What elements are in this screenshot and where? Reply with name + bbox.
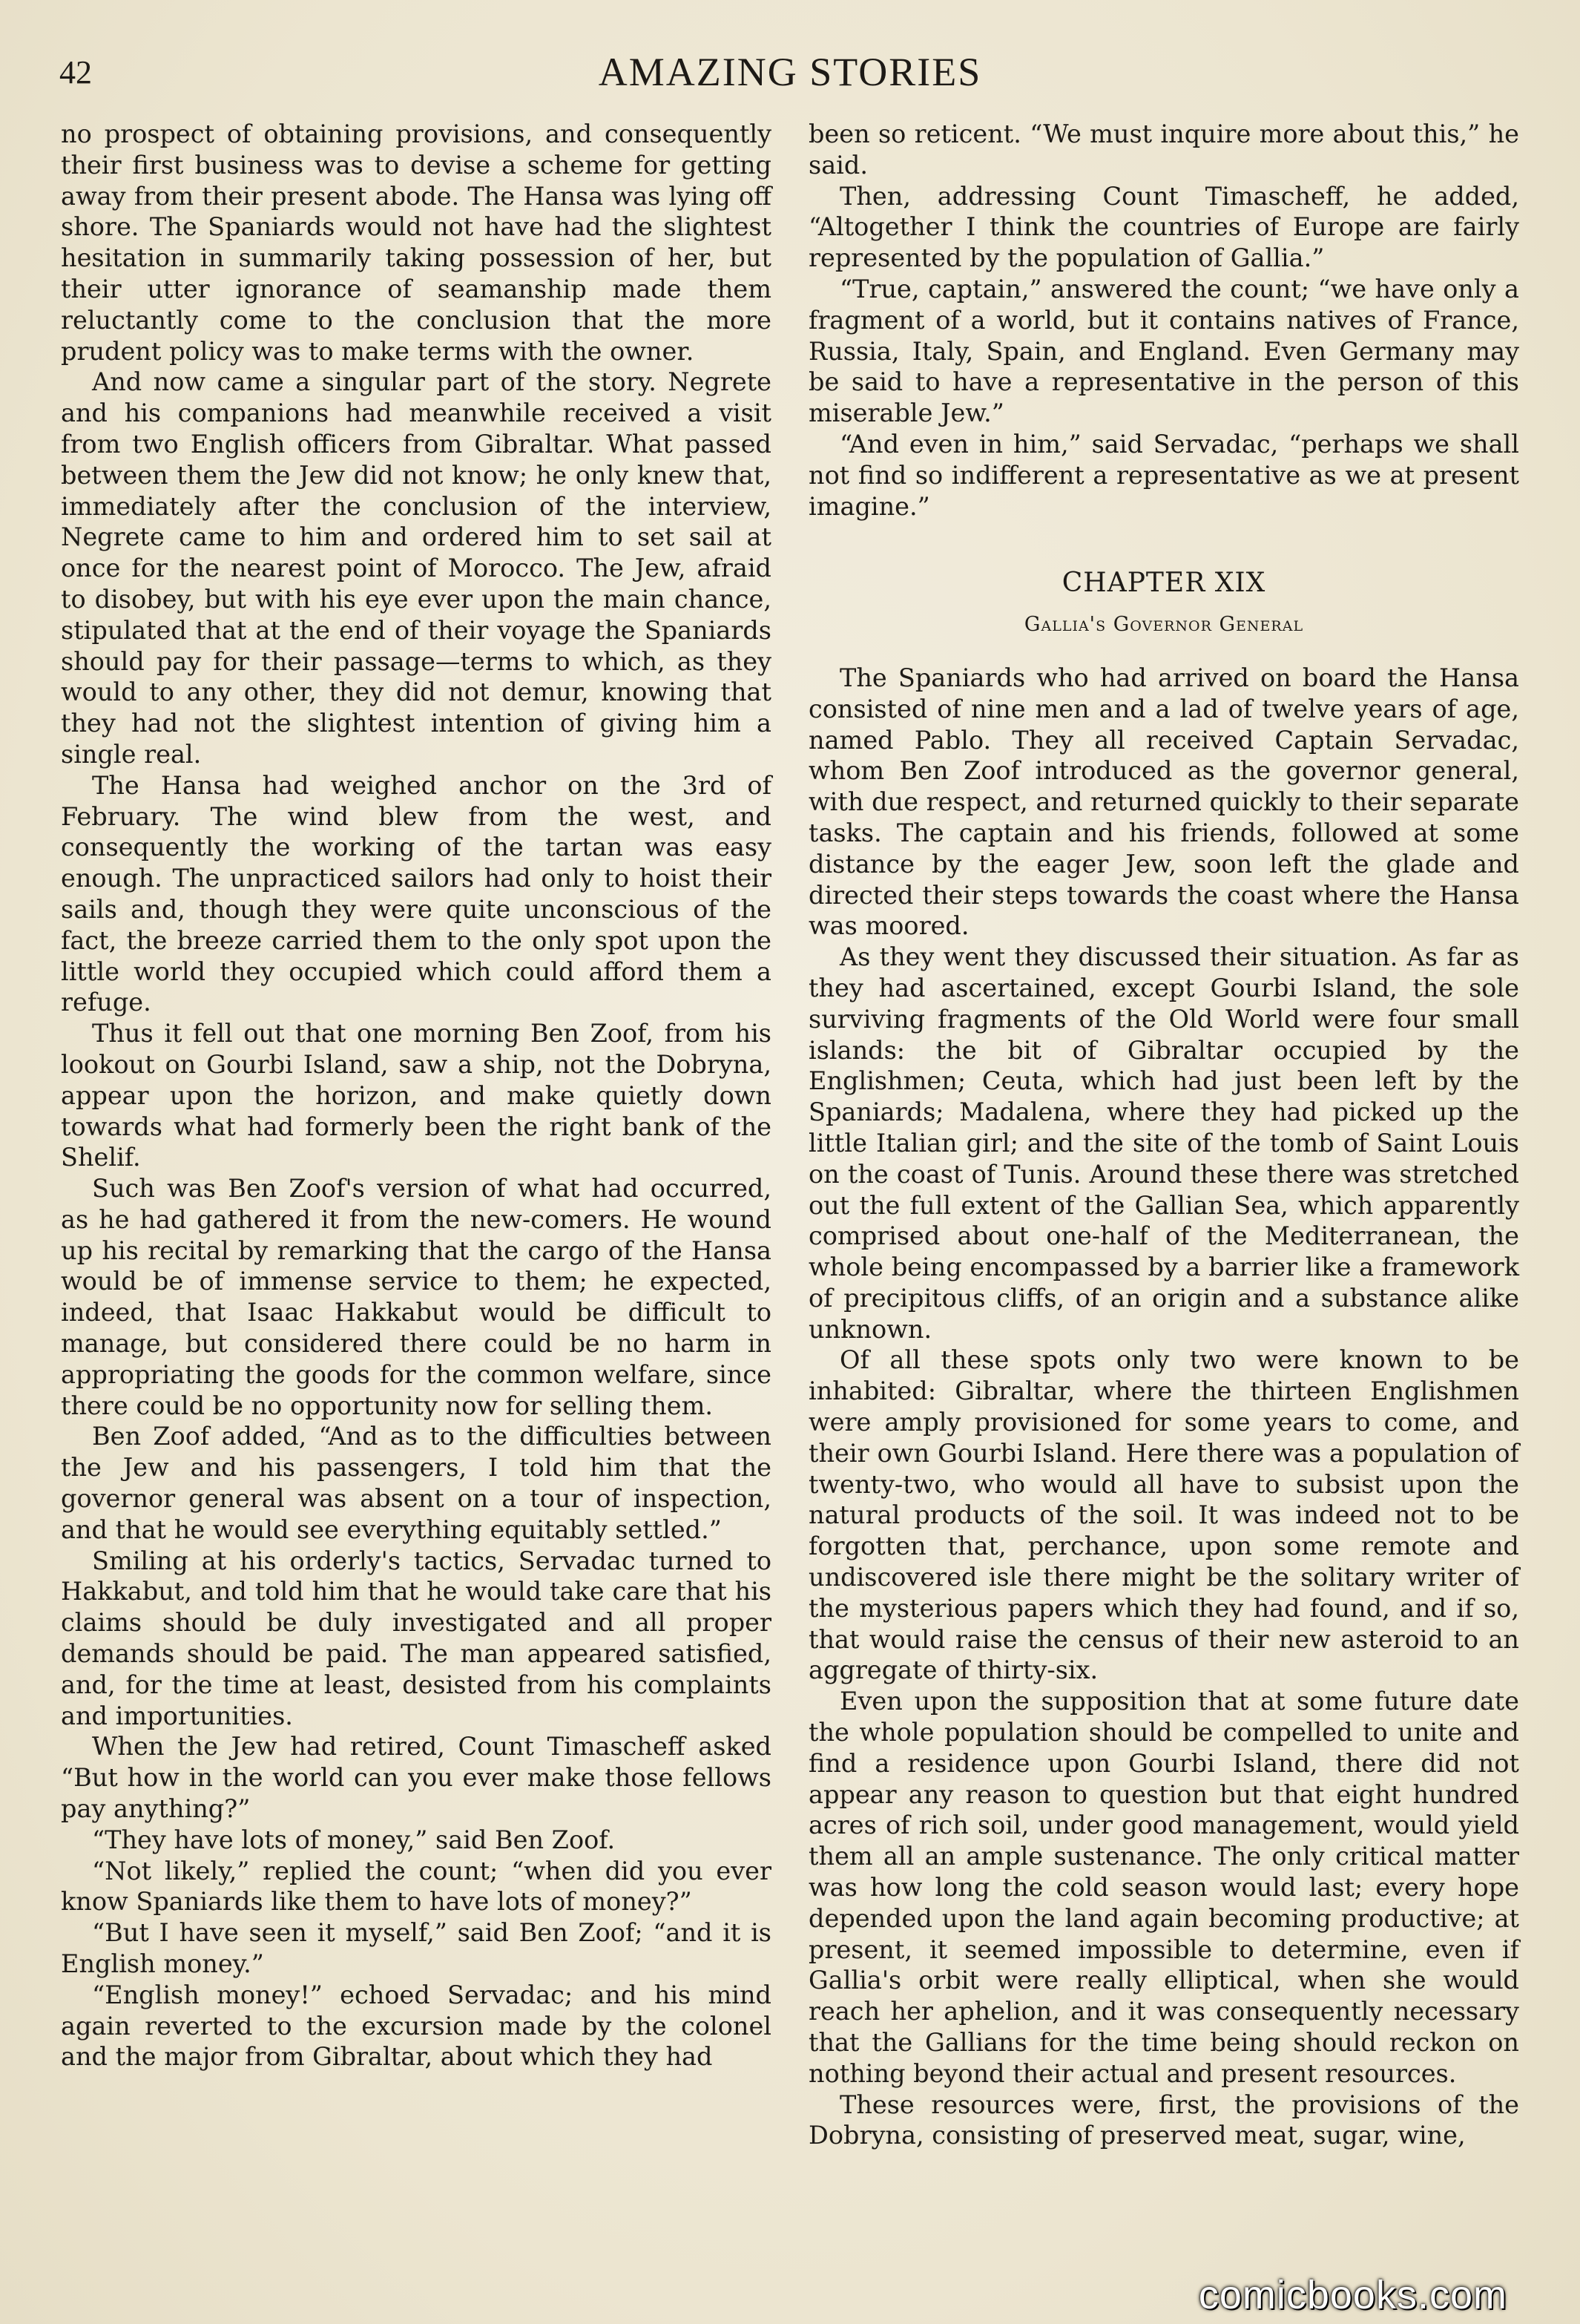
paragraph: no prospect of obtaining provisions, and consequently their first business was to devise a scheme for getting away from their present abode. The Hansa was lying off shore. The Spaniards would not have had the slightest hesitation in summarily taking possession of her, but their utter ignorance of seamanship made them reluctantly come to the conclusion that the more prudent policy was to make terms with the owner. — [61, 119, 771, 366]
page-header — [59, 49, 1521, 101]
paragraph: “But I have seen it myself,” said Ben Zoof; “and it is English money.” — [61, 1918, 771, 1979]
paragraph: Smiling at his orderly's tactics, Servadac turned to Hakkabut, and told him that he would take care that his claims should be duly investigated and all proper demands should be paid. The man appeared satisfied, and, for the time at least, desisted from his complaints and importunities. — [61, 1546, 771, 1730]
paragraph: Thus it fell out that one morning Ben Zoof, from his lookout on Gourbi Island, saw a ship, not the Dobryna, appear upon the horizon, and make quietly down towards what had formerly been the right bank of the Shelif. — [61, 1019, 771, 1172]
paragraph: been so reticent. “We must inquire more about this,” he said. — [809, 119, 1519, 180]
paragraph: “True, captain,” answered the count; “we have only a fragment of a world, but it contains natives of France, Russia, Italy, Spain, and England. Even Germany may be said to have a representative in the person of this miserable Jew.” — [809, 274, 1519, 428]
paragraph: When the Jew had retired, Count Timascheff asked “But how in the world can you ever make those fellows pay anything?” — [61, 1732, 771, 1824]
paragraph: The Hansa had weighed anchor on the 3rd of February. The wind blew from the west, and consequently the working of the tartan was easy enough. The unpracticed sailors had only to hoist their sails and, though they were quite unconscious of the fact, the breeze carried them to the only spot upon the little world they occupied which could afford them a refuge. — [61, 770, 771, 1017]
left-column — [61, 119, 771, 2072]
paragraph: “Not likely,” replied the count; “when did you ever know Spaniards like them to have lots of money?” — [61, 1856, 771, 1917]
paragraph: Then, addressing Count Timascheff, he added, “Altogether I think the countries of Europe are fairly represented by the population of Gallia.” — [809, 181, 1519, 273]
watermark: comicbooks.com — [1198, 2273, 1507, 2317]
paragraph: Even upon the supposition that at some future date the whole population should be compelled to unite and find a residence upon Gourbi Island, there did not appear any reason to question but that eight hundred acres of rich soil, under good management, would yield them all an ample sustenance. The only critical matter was how long the cold season would last; every hope depended upon the land again becoming productive; at present, it seemed impossible to determine, even if Gallia's orbit were really elliptical, when she would reach her aphelion, and it was consequently necessary that the Gallians for the time being should reckon on nothing beyond their actual and present resources. — [809, 1687, 1519, 2088]
paragraph: “They have lots of money,” said Ben Zoof. — [92, 1825, 616, 1854]
chapter-subtitle: Gallia's Governor General — [1024, 613, 1304, 637]
chapter-heading: CHAPTER XIX — [1061, 568, 1266, 599]
paragraph: “English money!” echoed Servadac; and his mind again reverted to the excursion made by the colonel and the major from Gibraltar, about which they had — [61, 1980, 771, 2072]
right-column — [809, 119, 1519, 2151]
paragraph: And now came a singular part of the story. Negrete and his companions had meanwhile received a visit from two English officers from Gibraltar. What passed between them the Jew did not know; he only knew that, immediately after the conclusion of the interview, Negrete came to him and ordered him to set sail at once for the nearest point of Morocco. The Jew, afraid to disobey, but with his eye ever upon the main chance, stipulated that at the end of their voyage the Spaniards should pay for their passage—terms to which, as they would to any other, they did not demur, knowing that they had not the slightest intention of giving him a single real. — [61, 367, 771, 769]
paragraph: These resources were, first, the provisions of the Dobryna, consisting of preserved meat, sugar, wine, — [809, 2090, 1519, 2150]
paragraph: Ben Zoof added, “And as to the difficulties between the Jew and his passengers, I told him that the governor general was absent on a tour of inspection, and that he would see everything equitably settled.” — [61, 1422, 771, 1544]
paragraph: Of all these spots only two were known to be inhabited: Gibraltar, where the thirteen Englishmen were amply provisioned for some years to come, and their own Gourbi Island. Here there was a population of twenty-two, who would all have to subsist upon the natural products of the soil. It was indeed not to be forgotten that, perchance, upon some remote and undiscovered isle there might be the solitary writer of the mysterious papers which they had found, and if so, that would raise the census of their new asteroid to an aggregate of thirty-six. — [809, 1345, 1519, 1685]
paragraph: The Spaniards who had arrived on board the Hansa consisted of nine men and a lad of twelve years of age, named Pablo. They all received Captain Servadac, whom Ben Zoof introduced as the governor general, with due respect, and returned quickly to their separate tasks. The captain and his friends, followed at some distance by the eager Jew, soon left the glade and directed their steps towards the coast where the Hansa was moored. — [809, 663, 1519, 941]
paragraph: “And even in him,” said Servadac, “perhaps we shall not find so indifferent a representative as we at present imagine.” — [809, 429, 1519, 521]
running-title: AMAZING STORIES — [598, 50, 982, 94]
page-number: 42 — [59, 54, 92, 91]
paragraph: As they went they discussed their situation. As far as they had ascertained, except Gourbi Island, the sole surviving fragments of the Old World were four small islands: the bit of Gibraltar occupied by the Englishmen; Ceuta, which had just been left by the Spaniards; Madalena, where they had picked up the little Italian girl; and the site of the tomb of Saint Louis on the coast of Tunis. Around these there was stretched out the full extent of the Gallian Sea, which apparently comprised about one-half of the Mediterranean, the whole being encompassed by a barrier like a framework of precipitous cliffs, of an origin and a substance alike unknown. — [809, 942, 1519, 1344]
paragraph: Such was Ben Zoof's version of what had occurred, as he had gathered it from the new-comers. He wound up his recital by remarking that the cargo of the Hansa would be of immense service to them; he expected, indeed, that Isaac Hakkabut would be difficult to manage, but considered there could be no harm in appropriating the goods for the common welfare, since there could be no opportunity now for selling them. — [61, 1174, 771, 1420]
